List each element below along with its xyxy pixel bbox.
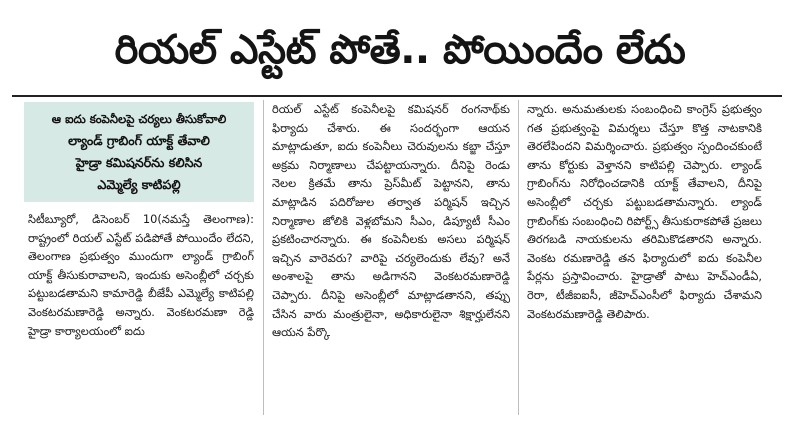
article-column-3: [527, 100, 762, 418]
headline-rule: [12, 95, 782, 97]
highlight-box: [24, 102, 254, 202]
article-column-1: [22, 100, 254, 418]
article-column-2: [272, 100, 510, 418]
highlight-line-2: ల్యాండ్ గ్రాబింగ్ యాక్ట్ తేవాలి: [68, 133, 210, 148]
column-2-text: రియల్ ఎస్టేట్ కంపెనీలపై కమిషనర్ రంగనాథ్‌కు ఫిర్యాదు చేశారు. ఈ సందర్భంగా ఆయన మాట్లాడుతూ, ఐదు కంపెనీలు చెరువులను కబ్జా చేస్తూ అక్రమ నిర్మాణాలు చేపట్టాయన్నారు. దీనిపై రెండు నెలల క్రితమే తాను ప్రెస్‌మీట్ పెట్టానని, తాను మాట్లాడిన పదిరోజుల తర్వాత పర్మిషన్ ఇచ్చిన నిర్మాణాల జోలికి వెళ్లబోమని సీఎం, డిప్యూటీ సీఎం ప్రకటించారన్నారు. ఈ కంపెనీలకు అసలు పర్మిషన్ ఇచ్చిన వారెవరు? వారిపై చర్యలెందుకు లేవు? అనే అంశాలపై తాను అడిగానని వెంకటరమణారెడ్డి చెప్పారు. దీనిపై అసెంబ్లీలో మాట్లాడతానని, తప్పు చేసిన వారు మంత్రులైనా, అధికారులైనా శిక్షార్హులేనని ఆయన పేర్కొ: [272, 102, 510, 340]
highlight-line-3: హైడ్రా కమిషనర్‌ను కలిసిన: [75, 155, 203, 170]
highlight-line-1: ఆ ఐదు కంపెనీలపై చర్యలు తీసుకోవాలి: [51, 112, 227, 126]
highlight-line-4: ఎమ్మెల్యే కాటిపల్లి: [97, 177, 181, 192]
column-1-text: సిటీబ్యూరో, డిసెంబర్ 10(నమస్తే తెలంగాణ): రాష్ట్రంలో రియల్ ఎస్టేట్ పడిపోతే పోయిందేం లేదని, తెలంగాణ ప్రభుత్వం ముందుగా ల్యాండ్ గ్రాబింగ్ యాక్ట్ తీసుకురావాలని, ఇందుకు అసెంబ్లీలో చర్చకు పట్టుబడతామని కామారెడ్డి బీజేపీ ఎమ్మెల్యే కాటిపల్లి వెంకటరమణారెడ్డి అన్నారు. వెంకటరమణా రెడ్డి హైడ్రా కార్యాలయంలో ఐదు: [28, 212, 254, 338]
column-3-text: న్నారు. అనుమతులకు సంబంధించి కాంగ్రెస్ ప్రభుత్వం గత ప్రభుత్వంపై విమర్శలు చేస్తూ కొత్త నాటకానికి తెరలేపిందని విమర్శించారు. ప్రభుత్వం స్పందించకుంటే తాను కోర్టుకు వెళ్తానని కాటిపల్లి చెప్పారు. ల్యాండ్ గ్రాబింగ్‌ను నిరోధించడానికి యాక్ట్ తేవాలని, దీనిపై అసెంబ్లీలో చర్చకు పట్టుబడతామన్నారు. ల్యాండ్ గ్రాబింగ్‌కు సంబంధించి రిపోర్ట్స్ తీసుకురాకపోతే ప్రజలు తిరగబడి నాయకులను తరిమికొడతారని అన్నారు. వెంకట రమణారెడ్డి తన ఫిర్యాదులో ఐదు కంపెనీల పేర్లను ప్రస్తావించారు. హైడ్రాతో పాటు హెచ్ఎండీఏ, రెరా, టీజీఐఐసీ, జీహెచ్ఎంసీలో ఫిర్యాదు చేశామని వెంకటరమణారెడ్డి తెలిపారు.: [527, 102, 762, 321]
column-divider: [263, 100, 264, 415]
headline: రియల్ ఎస్టేట్ పోతే.. పోయిందేం లేదు: [114, 27, 686, 73]
column-divider: [518, 100, 519, 415]
